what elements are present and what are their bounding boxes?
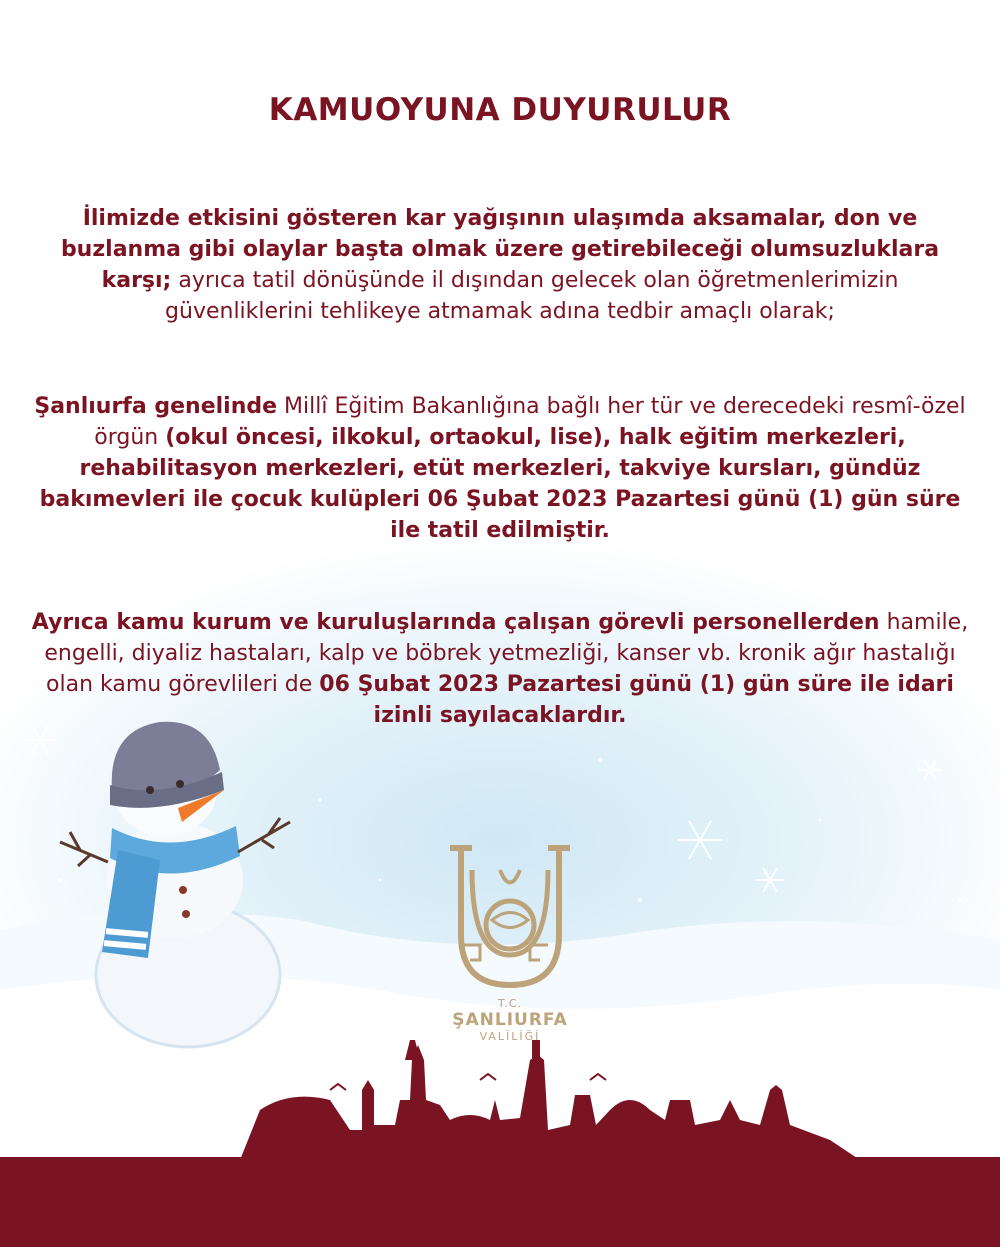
- paragraph2-regular1: Millî Eğitim Bakanlığına bağlı her tür ve derecedeki resmî-özel örgün: [94, 394, 966, 450]
- paragraph2-bold2: (okul öncesi, ilkokul, ortaokul, lise), halk eğitim merkezleri, rehabilitasyon merkezleri, etüt merkezleri, takviye kursları, gündüz bakımevleri ile çocuk kulüpleri 06 Şubat 2023 Pazartesi günü (1) gün süre ile tatil edilmiştir.: [39, 425, 961, 543]
- paragraph-administrative-leave: [30, 607, 970, 731]
- paragraph3-bold2: 06 Şubat 2023 Pazartesi günü (1) gün süre ile idari izinli sayılacaklardır.: [319, 672, 954, 728]
- paragraph1-bold: İlimizde etkisini gösteren kar yağışının ulaşımda aksamalar, don ve buzlanma gibi olaylar başta olmak üzere getirebileceği olumsuzluklara karşı;: [60, 206, 940, 293]
- paragraph2-bold1: Şanlıurfa genelinde: [34, 394, 278, 419]
- paragraph1-regular: ayrıca tatil dönüşünde il dışından gelecek olan öğretmenlerimizin güvenliklerini tehlikeye atmamak adına tedbir amaçlı olarak;: [165, 268, 899, 324]
- logo-line-tc: T.C.: [497, 997, 523, 1010]
- logo-line-governorship: VALİLİĞİ: [479, 1030, 541, 1043]
- paragraph3-regular1: hamile, engelli, diyaliz hastaları, kalp ve böbrek yetmezliği, kanser vb. kronik ağır hastalığı olan kamu görevlileri de: [44, 610, 969, 697]
- paragraph-school-closure: [30, 391, 970, 546]
- page-title: KAMUOYUNA DUYURULUR: [268, 92, 732, 128]
- footer-band: [0, 1157, 1000, 1247]
- paragraph-weather-notice: [30, 203, 970, 327]
- logo-line-city: ŞANLIURFA: [452, 1010, 568, 1030]
- paragraph3-bold1: Ayrıca kamu kurum ve kuruluşlarında çalışan görevli personellerden: [31, 610, 880, 635]
